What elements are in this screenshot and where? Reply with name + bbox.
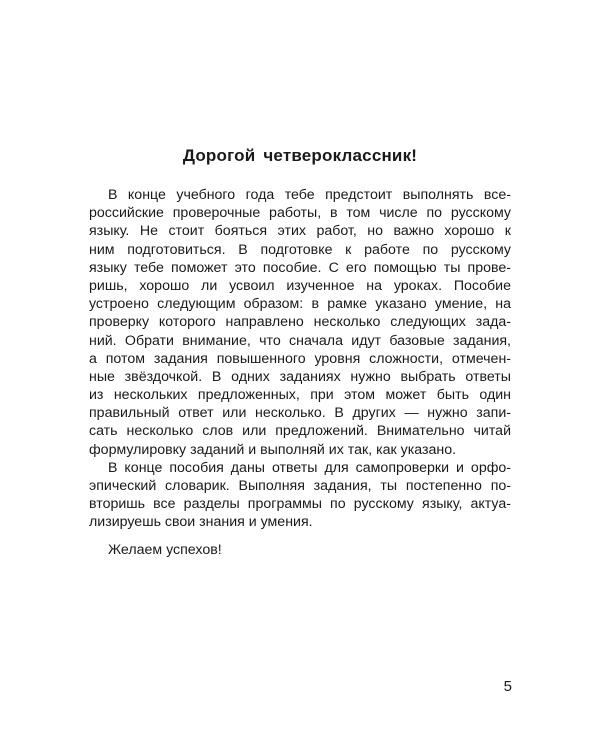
text-line: языку. Не стоит бояться этих работ, но важно хорошо к	[89, 223, 511, 240]
paragraph-intro	[89, 186, 511, 459]
paragraph-wishes	[89, 541, 511, 559]
text-line: языку тебе поможет это пособие. С его помощью ты прове-	[89, 259, 511, 276]
text-line: сать несколько слов или предложений. Внимательно читай	[89, 423, 511, 440]
text-line: В конце учебного года тебе предстоит выполнять все-	[108, 187, 511, 203]
page-title: Дорогой четвероклассник!	[182, 146, 418, 165]
text-line: а потом задания повышенного уровня сложности, отмечен-	[89, 350, 511, 367]
text-line: В конце пособия даны ответы для самопроверки и орфо-	[108, 459, 511, 476]
text-line: из нескольких предложенных, при этом может быть один	[89, 387, 511, 404]
text-line: вторишь все разделы программы по русскому языку, актуа-	[89, 496, 511, 513]
body-text	[89, 186, 511, 559]
text-line: ним подготовиться. В подготовке к работе по русскому	[89, 241, 511, 258]
text-line: лизируешь свои знания и умения.	[89, 514, 313, 531]
paragraph-gap	[89, 532, 511, 541]
paragraph-answers	[89, 459, 511, 532]
text-line: формулировку заданий и выполняй их так, как указано.	[89, 441, 457, 458]
text-line: устроено следующим образом: в рамке указано умение, на	[89, 296, 511, 313]
text-line: ные звёздочкой. В одних заданиях нужно выбрать ответы	[89, 368, 511, 385]
text-line: ний. Обрати внимание, что сначала идут базовые задания,	[89, 332, 511, 349]
text-line: ришь, хорошо ли усвоил изученное на уроках. Пособие	[89, 277, 511, 294]
text-line: российские проверочные работы, в том числе по русскому	[89, 205, 511, 222]
page-number: 5	[503, 678, 512, 695]
text-line: Желаем успехов!	[108, 541, 222, 558]
text-line: проверку которого направлено несколько следующих зада-	[89, 314, 511, 331]
text-line: эпический словарик. Выполняя задания, ты постепенно по-	[89, 478, 511, 494]
text-line: правильный ответ или несколько. В других — нужно запи-	[89, 405, 511, 422]
